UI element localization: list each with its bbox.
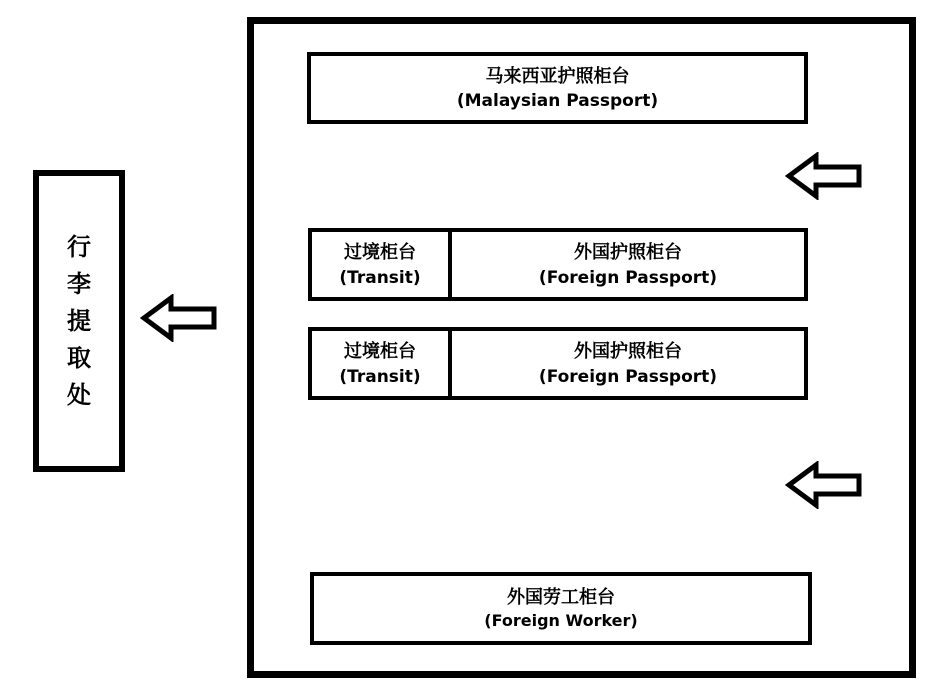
foreign-worker-counter-en: (Foreign Worker) bbox=[484, 611, 638, 631]
foreign-passport-counter-zh: 外国护照柜台 bbox=[574, 341, 682, 363]
foreign-passport-counter-zh: 外国护照柜台 bbox=[574, 242, 682, 264]
left-arrow-icon bbox=[785, 152, 863, 200]
malaysian-passport-counter-en: (Malaysian Passport) bbox=[456, 91, 659, 111]
malaysian-passport-counter bbox=[307, 52, 808, 124]
transit-counter-en: (Transit) bbox=[339, 366, 421, 387]
foreign-passport-counter-cell bbox=[452, 331, 804, 396]
transit-counter-cell bbox=[312, 331, 452, 396]
baggage-claim-char: 处 bbox=[67, 381, 91, 409]
counter-row-2 bbox=[308, 327, 808, 400]
baggage-claim-char: 李 bbox=[67, 270, 91, 298]
left-arrow-icon bbox=[785, 461, 863, 509]
foreign-worker-counter-zh: 外国劳工柜台 bbox=[507, 587, 615, 609]
transit-counter-zh: 过境柜台 bbox=[344, 341, 416, 363]
foreign-passport-counter-en: (Foreign Passport) bbox=[538, 366, 718, 387]
baggage-claim-box bbox=[33, 170, 125, 472]
left-arrow-icon bbox=[140, 294, 218, 342]
transit-counter-en: (Transit) bbox=[339, 267, 421, 288]
baggage-claim-char: 行 bbox=[67, 233, 91, 261]
transit-counter-zh: 过境柜台 bbox=[344, 242, 416, 264]
foreign-passport-counter-en: (Foreign Passport) bbox=[538, 267, 718, 288]
malaysian-passport-counter-zh: 马来西亚护照柜台 bbox=[485, 65, 630, 87]
foreign-worker-counter bbox=[310, 572, 812, 645]
counter-row-1 bbox=[308, 228, 808, 301]
foreign-passport-counter-cell bbox=[452, 232, 804, 297]
transit-counter-cell bbox=[312, 232, 452, 297]
baggage-claim-char: 取 bbox=[67, 344, 91, 372]
baggage-claim-char: 提 bbox=[67, 307, 91, 335]
